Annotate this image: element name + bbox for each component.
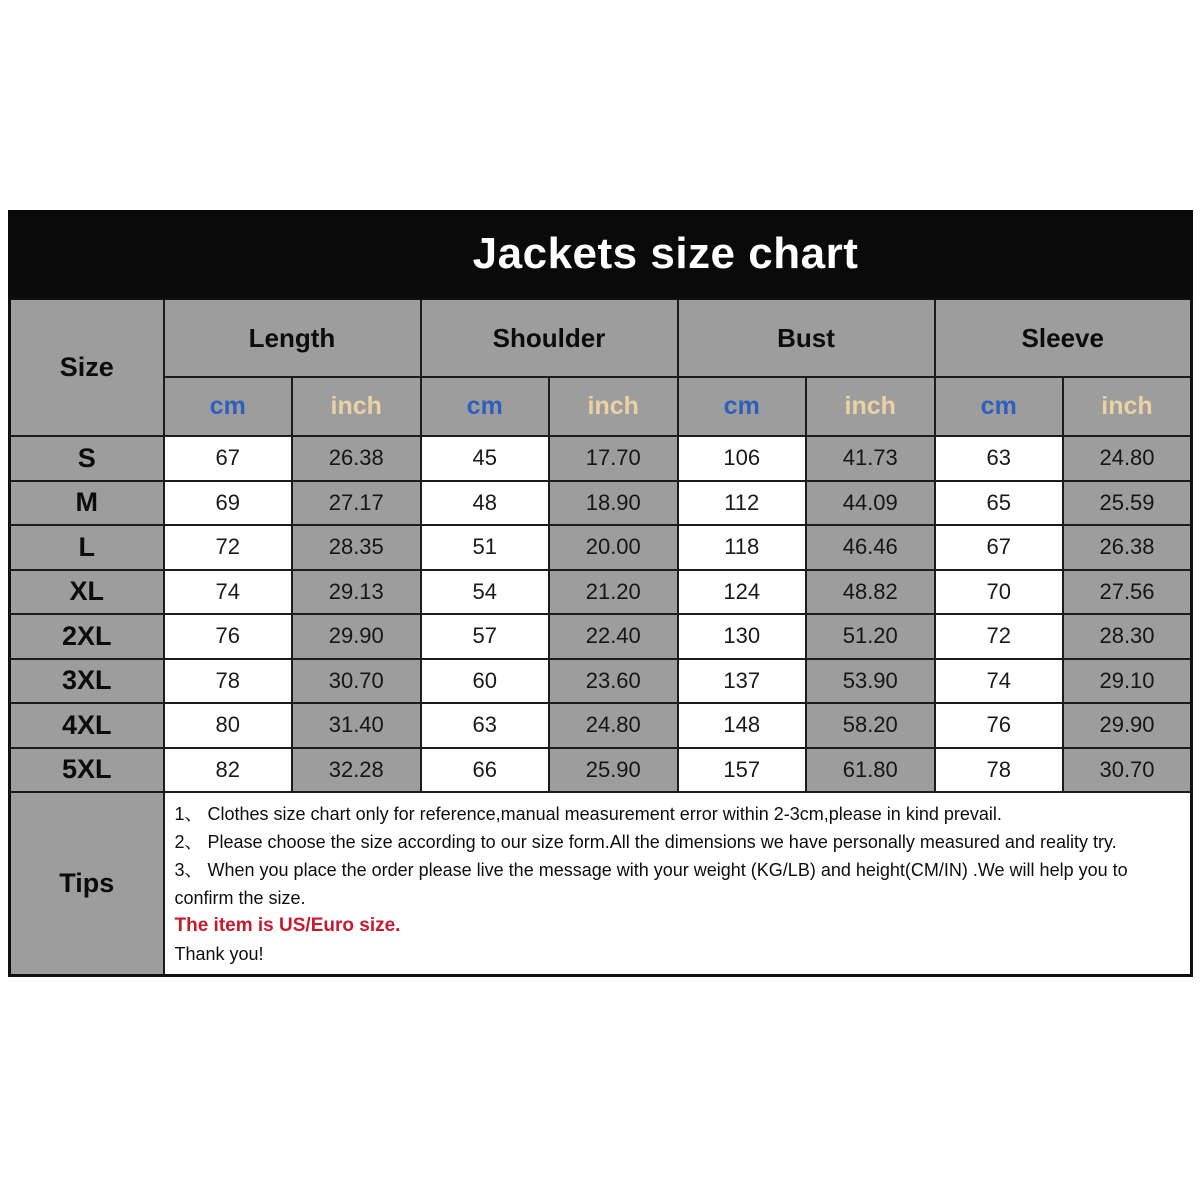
value-cell: 67 bbox=[164, 436, 293, 481]
tips-highlight: The item is US/Euro size. bbox=[174, 915, 401, 936]
value-cell: 29.90 bbox=[1063, 703, 1192, 748]
group-header-bust: Bust bbox=[678, 299, 935, 378]
unit-header-bust-cm: cm bbox=[678, 377, 807, 436]
value-cell: 20.00 bbox=[549, 525, 678, 570]
value-cell: 70 bbox=[935, 570, 1064, 615]
value-cell: 80 bbox=[164, 703, 293, 748]
value-cell: 18.90 bbox=[549, 481, 678, 526]
value-cell: 46.46 bbox=[806, 525, 935, 570]
value-cell: 29.90 bbox=[292, 614, 421, 659]
value-cell: 17.70 bbox=[549, 436, 678, 481]
size-label: S bbox=[10, 436, 164, 481]
size-row bbox=[10, 525, 1192, 570]
value-cell: 137 bbox=[678, 659, 807, 704]
value-cell: 65 bbox=[935, 481, 1064, 526]
value-cell: 32.28 bbox=[292, 748, 421, 793]
unit-header-sleeve-inch: inch bbox=[1063, 377, 1192, 436]
tips-content bbox=[164, 792, 1192, 976]
value-cell: 28.30 bbox=[1063, 614, 1192, 659]
size-label: 3XL bbox=[10, 659, 164, 704]
value-cell: 24.80 bbox=[549, 703, 678, 748]
value-cell: 51 bbox=[421, 525, 550, 570]
size-row bbox=[10, 614, 1192, 659]
value-cell: 148 bbox=[678, 703, 807, 748]
value-cell: 60 bbox=[421, 659, 550, 704]
value-cell: 82 bbox=[164, 748, 293, 793]
value-cell: 63 bbox=[421, 703, 550, 748]
value-cell: 23.60 bbox=[549, 659, 678, 704]
value-cell: 157 bbox=[678, 748, 807, 793]
unit-header-sleeve-cm: cm bbox=[935, 377, 1064, 436]
unit-header-bust-inch: inch bbox=[806, 377, 935, 436]
value-cell: 76 bbox=[935, 703, 1064, 748]
value-cell: 54 bbox=[421, 570, 550, 615]
tips-closing: Thank you! bbox=[174, 944, 264, 964]
value-cell: 74 bbox=[164, 570, 293, 615]
value-cell: 25.90 bbox=[549, 748, 678, 793]
chart-title: Jackets size chart bbox=[472, 228, 859, 278]
value-cell: 29.13 bbox=[292, 570, 421, 615]
value-cell: 66 bbox=[421, 748, 550, 793]
unit-header-row bbox=[10, 377, 1192, 436]
value-cell: 30.70 bbox=[292, 659, 421, 704]
value-cell: 44.09 bbox=[806, 481, 935, 526]
size-chart-table bbox=[8, 297, 1193, 977]
size-row bbox=[10, 659, 1192, 704]
value-cell: 51.20 bbox=[806, 614, 935, 659]
value-cell: 112 bbox=[678, 481, 807, 526]
value-cell: 78 bbox=[164, 659, 293, 704]
size-row bbox=[10, 481, 1192, 526]
size-label: M bbox=[10, 481, 164, 526]
value-cell: 21.20 bbox=[549, 570, 678, 615]
value-cell: 29.10 bbox=[1063, 659, 1192, 704]
group-header-row bbox=[10, 299, 1192, 378]
size-row bbox=[10, 436, 1192, 481]
unit-header-length-inch: inch bbox=[292, 377, 421, 436]
value-cell: 78 bbox=[935, 748, 1064, 793]
value-cell: 31.40 bbox=[292, 703, 421, 748]
size-label: 5XL bbox=[10, 748, 164, 793]
size-row bbox=[10, 748, 1192, 793]
value-cell: 63 bbox=[935, 436, 1064, 481]
value-cell: 118 bbox=[678, 525, 807, 570]
unit-header-length-cm: cm bbox=[164, 377, 293, 436]
value-cell: 28.35 bbox=[292, 525, 421, 570]
tip-line-3: 3、 When you place the order please live the message with your weight (KG/LB) and height(CM/IN) .We will help you to confirm the size. bbox=[174, 860, 1128, 908]
size-row bbox=[10, 570, 1192, 615]
title-bar bbox=[8, 210, 1193, 297]
size-row bbox=[10, 703, 1192, 748]
value-cell: 58.20 bbox=[806, 703, 935, 748]
tip-line-2: 2、 Please choose the size according to our size form.All the dimensions we have personally measured and reality try. bbox=[174, 832, 1117, 852]
tip-line-1: 1、 Clothes size chart only for reference,manual measurement error within 2-3cm,please in kind prevail. bbox=[174, 804, 1002, 824]
value-cell: 30.70 bbox=[1063, 748, 1192, 793]
value-cell: 41.73 bbox=[806, 436, 935, 481]
size-chart bbox=[8, 210, 1193, 977]
value-cell: 26.38 bbox=[292, 436, 421, 481]
value-cell: 45 bbox=[421, 436, 550, 481]
value-cell: 76 bbox=[164, 614, 293, 659]
size-label: 2XL bbox=[10, 614, 164, 659]
value-cell: 124 bbox=[678, 570, 807, 615]
group-header-sleeve: Sleeve bbox=[935, 299, 1192, 378]
tips-label: Tips bbox=[10, 792, 164, 976]
size-label: XL bbox=[10, 570, 164, 615]
value-cell: 72 bbox=[935, 614, 1064, 659]
size-label: L bbox=[10, 525, 164, 570]
value-cell: 130 bbox=[678, 614, 807, 659]
value-cell: 67 bbox=[935, 525, 1064, 570]
size-column-header: Size bbox=[10, 299, 164, 437]
value-cell: 48 bbox=[421, 481, 550, 526]
value-cell: 48.82 bbox=[806, 570, 935, 615]
size-label: 4XL bbox=[10, 703, 164, 748]
value-cell: 22.40 bbox=[549, 614, 678, 659]
value-cell: 53.90 bbox=[806, 659, 935, 704]
unit-header-shoulder-cm: cm bbox=[421, 377, 550, 436]
value-cell: 27.56 bbox=[1063, 570, 1192, 615]
value-cell: 24.80 bbox=[1063, 436, 1192, 481]
value-cell: 72 bbox=[164, 525, 293, 570]
group-header-length: Length bbox=[164, 299, 421, 378]
value-cell: 25.59 bbox=[1063, 481, 1192, 526]
value-cell: 61.80 bbox=[806, 748, 935, 793]
unit-header-shoulder-inch: inch bbox=[549, 377, 678, 436]
value-cell: 57 bbox=[421, 614, 550, 659]
tips-row bbox=[10, 792, 1192, 976]
value-cell: 69 bbox=[164, 481, 293, 526]
group-header-shoulder: Shoulder bbox=[421, 299, 678, 378]
value-cell: 27.17 bbox=[292, 481, 421, 526]
value-cell: 74 bbox=[935, 659, 1064, 704]
value-cell: 106 bbox=[678, 436, 807, 481]
value-cell: 26.38 bbox=[1063, 525, 1192, 570]
